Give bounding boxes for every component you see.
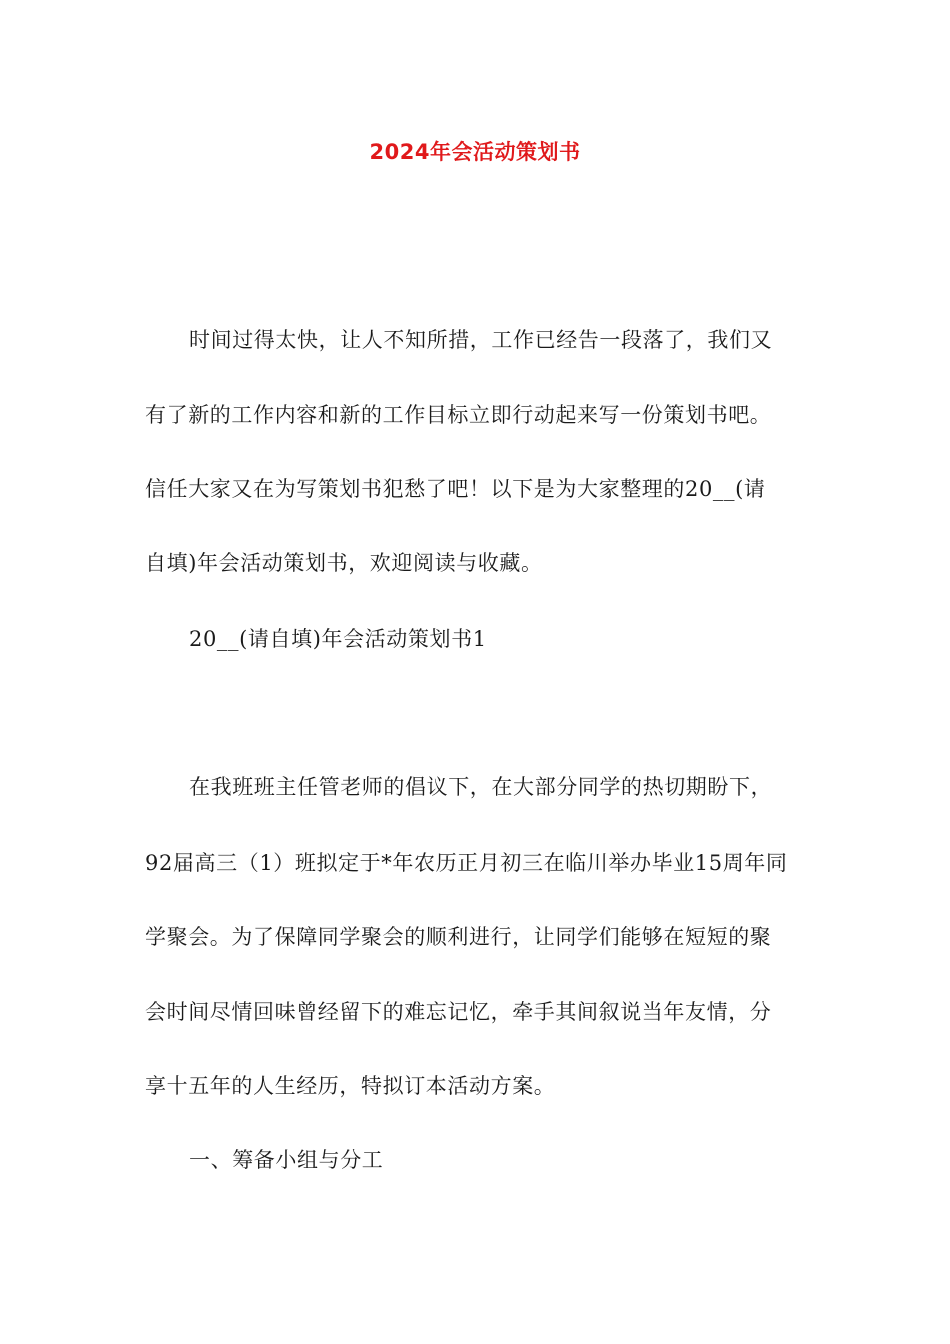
paragraph-line: 学聚会。为了保障同学聚会的顺利进行，让同学们能够在短短的聚 [145,925,772,949]
paragraph-line: 会时间尽情回味曾经留下的难忘记忆，牵手其间叙说当年友情，分 [145,1000,772,1024]
paragraph-line: 时间过得太快，让人不知所措，工作已经告一段落了，我们又 [189,328,773,352]
section-heading: 一、筹备小组与分工 [189,1148,384,1172]
paragraph-line: 在我班班主任管老师的倡议下，在大部分同学的热切期盼下， [189,775,773,799]
section-heading: 20__(请自填)年会活动策划书1 [189,627,487,651]
document-title: 2024年会活动策划书 [369,140,581,164]
paragraph-line: 信任大家又在为写策划书犯愁了吧！以下是为大家整理的20__(请 [145,477,766,501]
paragraph-line: 自填)年会活动策划书，欢迎阅读与收藏。 [145,551,543,575]
paragraph-line: 92届高三（1）班拟定于*年农历正月初三在临川举办毕业15周年同 [145,851,788,875]
paragraph-line: 享十五年的人生经历，特拟订本活动方案。 [145,1074,556,1098]
paragraph-line: 有了新的工作内容和新的工作目标立即行动起来写一份策划书吧。 [145,403,772,427]
